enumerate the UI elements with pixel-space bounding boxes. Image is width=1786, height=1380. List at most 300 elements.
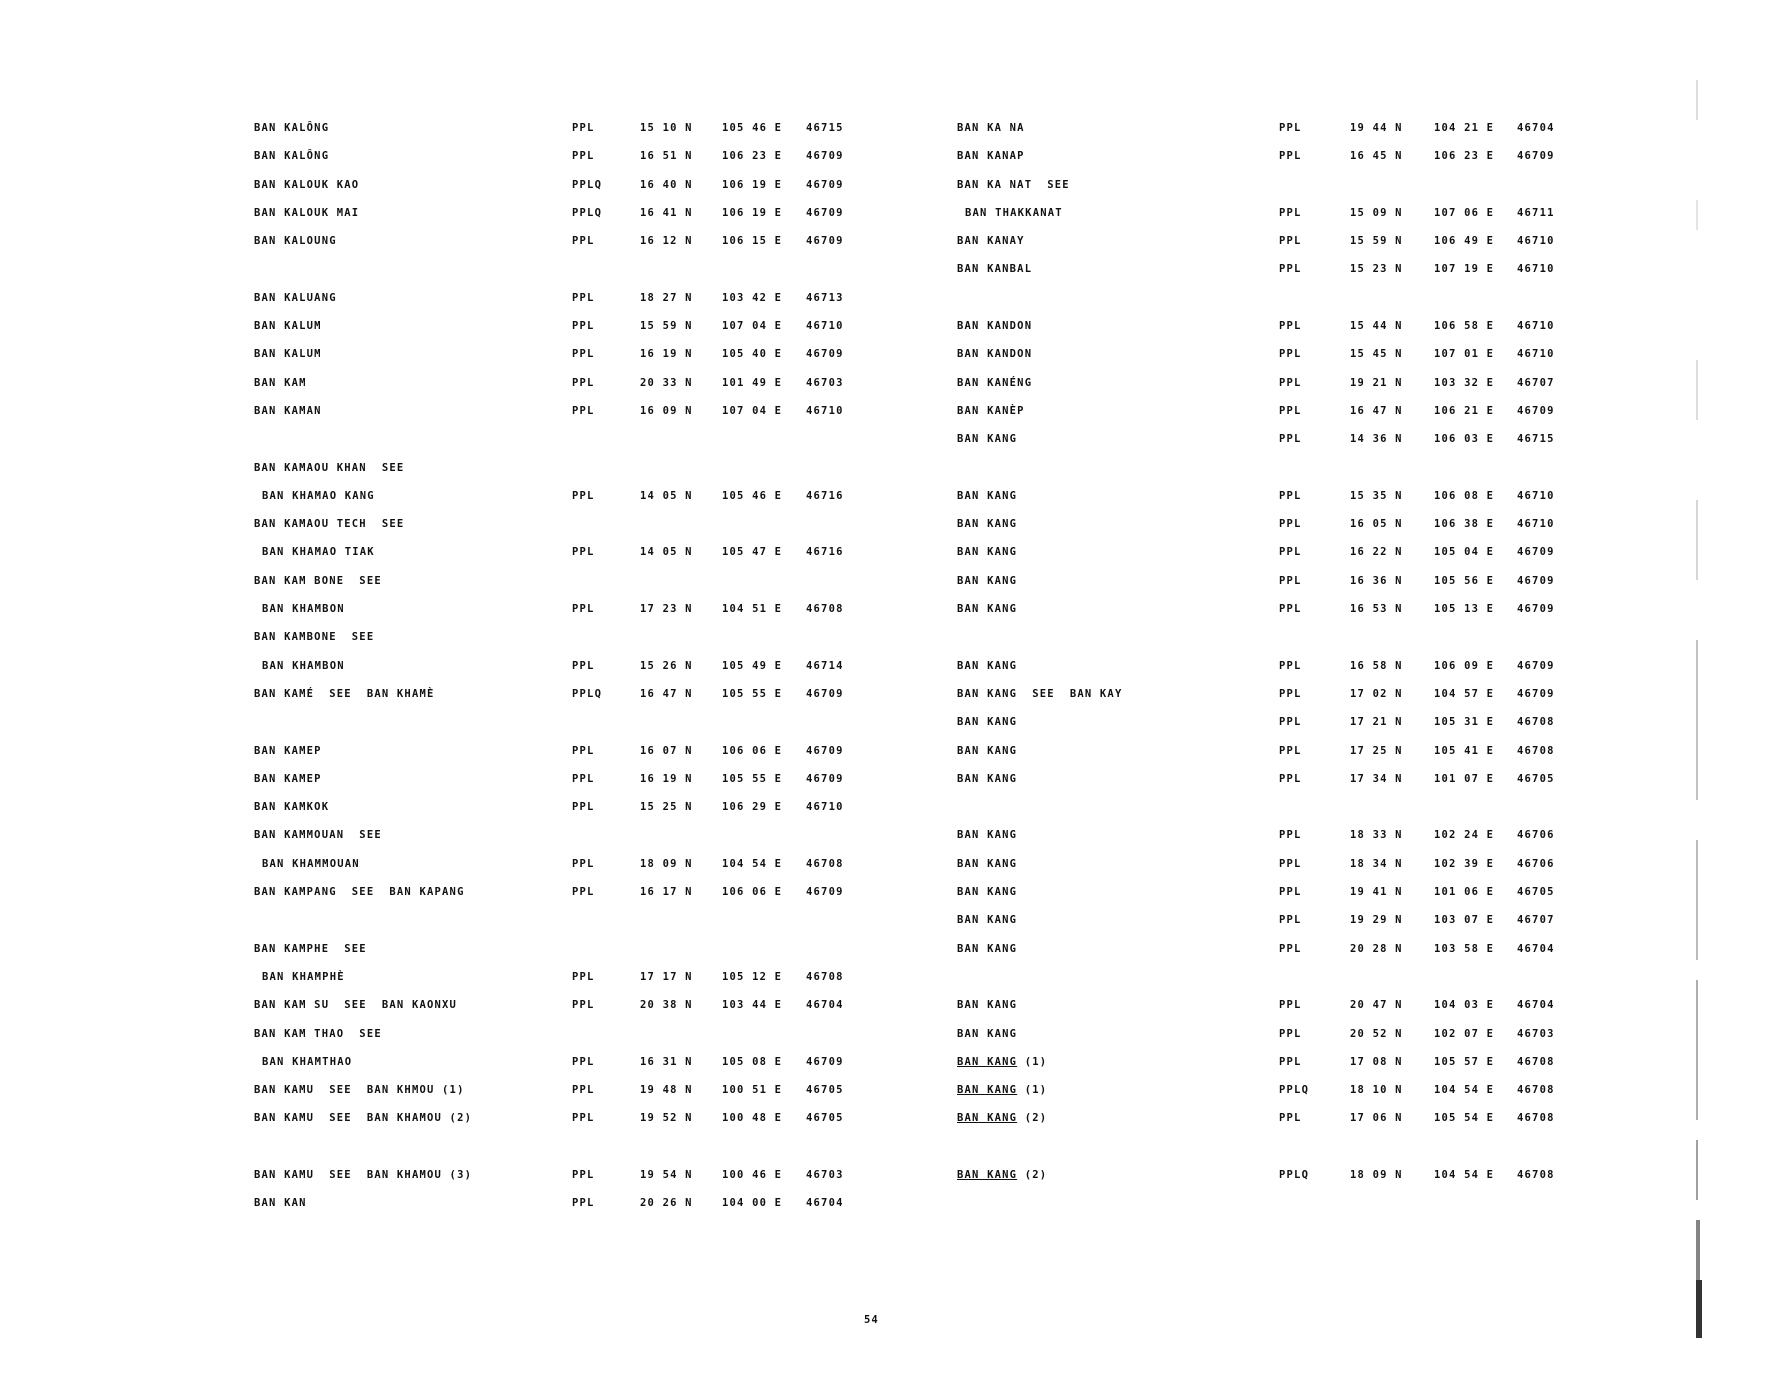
- entry-class: PPL: [1279, 829, 1302, 842]
- entry-name-text: BAN KANG: [957, 1027, 1018, 1040]
- entry-name: [254, 377, 307, 389]
- entry-name-text: BAN KAM THAO SEE: [254, 1027, 382, 1040]
- entry-latitude: 16 51 N: [640, 150, 693, 163]
- entry-longitude: 102 39 E: [1434, 857, 1495, 870]
- entry-latitude: 16 53 N: [1350, 603, 1403, 616]
- entry-latitude: 19 48 N: [640, 1084, 693, 1097]
- entry-map-code: 46703: [806, 1168, 844, 1181]
- entry-latitude: 16 58 N: [1350, 659, 1403, 672]
- entry-longitude: 105 55 E: [722, 772, 783, 785]
- entry-latitude: 20 52 N: [1350, 1027, 1403, 1040]
- entry-longitude: 106 06 E: [722, 744, 783, 757]
- entry-latitude: 19 41 N: [1350, 886, 1403, 899]
- entry-latitude: 18 34 N: [1350, 857, 1403, 870]
- entry-map-code: 46708: [806, 970, 844, 983]
- entry-name: [957, 1084, 1047, 1096]
- entry-map-code: 46708: [1517, 1112, 1555, 1125]
- entry-name: [957, 745, 1017, 757]
- entry-name: [254, 1112, 472, 1124]
- entry-class: PPL: [1279, 518, 1302, 531]
- entry-class: PPL: [1279, 687, 1302, 700]
- entry-name: [957, 603, 1017, 615]
- entry-name: [254, 462, 404, 474]
- entry-name: [254, 235, 337, 247]
- entry-map-code: 46713: [806, 291, 844, 304]
- entry-name: [957, 914, 1017, 926]
- entry-map-code: 46709: [1517, 659, 1555, 672]
- entry-name-text: BAN KANDON: [957, 320, 1033, 333]
- entry-name: [254, 829, 382, 841]
- entry-latitude: 16 47 N: [1350, 404, 1403, 417]
- entry-name: [957, 263, 1032, 275]
- entry-class: PPL: [1279, 857, 1302, 870]
- entry-class: PPL: [1279, 999, 1302, 1012]
- entry-map-code: 46709: [1517, 603, 1555, 616]
- entry-name-text: BAN KAN: [254, 1197, 307, 1210]
- entry-class: PPLQ: [1279, 1168, 1310, 1181]
- entry-map-code: 46709: [806, 150, 844, 163]
- entry-map-code: 46705: [1517, 886, 1555, 899]
- entry-longitude: 101 06 E: [1434, 886, 1495, 899]
- entry-class: PPL: [1279, 206, 1302, 219]
- entry-name-text: BAN KAM SU SEE BAN KAONXU: [254, 999, 458, 1012]
- entry-name: [254, 660, 345, 672]
- entry-class: PPLQ: [572, 206, 603, 219]
- entry-class: PPL: [1279, 1055, 1302, 1068]
- entry-latitude: 16 31 N: [640, 1055, 693, 1068]
- entry-longitude: 106 58 E: [1434, 320, 1495, 333]
- entry-longitude: 105 55 E: [722, 687, 783, 700]
- entry-latitude: 14 05 N: [640, 489, 693, 502]
- entry-class: PPL: [1279, 603, 1302, 616]
- entry-name-text: BAN KANDON: [957, 348, 1033, 361]
- entry-class: PPL: [1279, 744, 1302, 757]
- entry-map-code: 46708: [1517, 744, 1555, 757]
- entry-map-code: 46710: [1517, 263, 1555, 276]
- entry-name: [957, 433, 1017, 445]
- entry-name: [254, 405, 322, 417]
- entry-name: [957, 716, 1017, 728]
- entry-name-text: BAN KANBAL: [957, 263, 1033, 276]
- entry-name-text: BAN KAMMOUAN SEE: [254, 829, 382, 842]
- entry-name-text: BAN KANG: [957, 744, 1018, 757]
- entry-latitude: 16 09 N: [640, 404, 693, 417]
- entry-name-text: BAN KAMÉ SEE BAN KHAMÈ: [254, 687, 435, 700]
- entry-class: PPL: [1279, 772, 1302, 785]
- entry-name: [957, 773, 1017, 785]
- entry-name-text: BAN KALUM: [254, 320, 322, 333]
- entry-class: PPL: [1279, 122, 1302, 134]
- entry-latitude: 16 05 N: [1350, 518, 1403, 531]
- entry-name: [254, 1056, 352, 1068]
- entry-class: PPL: [1279, 1112, 1302, 1125]
- entry-longitude: 105 13 E: [1434, 603, 1495, 616]
- entry-longitude: 104 00 E: [722, 1197, 783, 1210]
- scan-edge-artifact: [1692, 80, 1704, 1338]
- entry-name-text: BAN KALUM: [254, 348, 322, 361]
- entry-class: PPL: [572, 744, 595, 757]
- entry-class: PPL: [1279, 433, 1302, 446]
- entry-name-text: BAN KANG: [957, 914, 1018, 927]
- entry-latitude: 16 45 N: [1350, 150, 1403, 163]
- entry-map-code: 46704: [1517, 942, 1555, 955]
- entry-map-code: 46709: [1517, 404, 1555, 417]
- entry-latitude: 18 09 N: [640, 857, 693, 870]
- entry-name-text: BAN KHAMBON: [262, 659, 345, 672]
- entry-latitude: 18 10 N: [1350, 1084, 1403, 1097]
- entry-longitude: 104 03 E: [1434, 999, 1495, 1012]
- entry-name-text: BAN KANÈP: [957, 404, 1025, 417]
- entry-name-text: BAN KHAMAO KANG: [262, 489, 375, 502]
- entry-name: [254, 1084, 465, 1096]
- entry-name-text: BAN KAMU SEE BAN KHAMOU (2): [254, 1112, 473, 1125]
- entry-name: [957, 575, 1017, 587]
- entry-class: PPL: [1279, 716, 1302, 729]
- entry-name: [254, 1169, 472, 1181]
- entry-map-code: 46709: [806, 886, 844, 899]
- entry-longitude: 103 32 E: [1434, 376, 1495, 389]
- entry-name: [254, 575, 382, 587]
- entry-name: [957, 1112, 1047, 1124]
- entry-name: [254, 348, 322, 360]
- entry-map-code: 46706: [1517, 829, 1555, 842]
- entry-name-text: BAN KANG: [957, 574, 1018, 587]
- entry-class: PPL: [1279, 886, 1302, 899]
- entry-class: PPL: [572, 489, 595, 502]
- entry-name: [254, 858, 360, 870]
- entry-name: [957, 320, 1032, 332]
- entry-name-text: BAN KANÉNG: [957, 376, 1033, 389]
- entry-longitude: 105 47 E: [722, 546, 783, 559]
- entry-map-code: 46710: [1517, 489, 1555, 502]
- entry-latitude: 17 23 N: [640, 603, 693, 616]
- entry-latitude: 16 40 N: [640, 178, 693, 191]
- entry-longitude: 101 07 E: [1434, 772, 1495, 785]
- entry-class: PPLQ: [572, 178, 603, 191]
- entry-map-code: 46707: [1517, 376, 1555, 389]
- entry-latitude: 16 36 N: [1350, 574, 1403, 587]
- entry-map-code: 46708: [1517, 716, 1555, 729]
- entry-class: PPL: [572, 546, 595, 559]
- entry-latitude: 16 12 N: [640, 235, 693, 248]
- entry-name: [957, 405, 1025, 417]
- entry-latitude: 15 59 N: [640, 320, 693, 333]
- entry-longitude: 106 06 E: [722, 886, 783, 899]
- entry-map-code: 46707: [1517, 914, 1555, 927]
- entry-name-suffix: (1): [1017, 1055, 1048, 1068]
- entry-longitude: 105 12 E: [722, 970, 783, 983]
- entry-class: PPL: [572, 235, 595, 248]
- entry-latitude: 17 17 N: [640, 970, 693, 983]
- entry-longitude: 103 58 E: [1434, 942, 1495, 955]
- entry-map-code: 46709: [806, 206, 844, 219]
- entry-latitude: 16 19 N: [640, 772, 693, 785]
- entry-class: PPL: [1279, 942, 1302, 955]
- entry-longitude: 105 41 E: [1434, 744, 1495, 757]
- entry-name-text: BAN KHAMTHAO: [262, 1055, 353, 1068]
- entry-map-code: 46709: [806, 348, 844, 361]
- entry-map-code: 46703: [1517, 1027, 1555, 1040]
- entry-map-code: 46706: [1517, 857, 1555, 870]
- entry-name: [957, 122, 1025, 134]
- entry-map-code: 46709: [1517, 687, 1555, 700]
- entry-latitude: 19 44 N: [1350, 122, 1403, 134]
- entry-name-text: BAN KANG: [957, 1084, 1018, 1097]
- entry-name-text: BAN KANG: [957, 1055, 1018, 1068]
- entry-latitude: 18 33 N: [1350, 829, 1403, 842]
- entry-class: PPL: [572, 970, 595, 983]
- entry-latitude: 20 26 N: [640, 1197, 693, 1210]
- entry-name-text: BAN KANG: [957, 546, 1018, 559]
- entry-name-text: BAN KALUANG: [254, 291, 337, 304]
- entry-class: PPL: [572, 291, 595, 304]
- entry-latitude: 15 25 N: [640, 801, 693, 814]
- entry-latitude: 17 34 N: [1350, 772, 1403, 785]
- entry-latitude: 15 45 N: [1350, 348, 1403, 361]
- entry-name-text: BAN KAMAOU TECH SEE: [254, 518, 405, 531]
- entry-longitude: 106 08 E: [1434, 489, 1495, 502]
- entry-name: [957, 1169, 1047, 1181]
- entry-class: PPL: [1279, 546, 1302, 559]
- entry-name: [254, 490, 375, 502]
- entry-name-text: BAN KAMU SEE BAN KHAMOU (3): [254, 1168, 473, 1181]
- entry-name-text: BAN THAKKANAT: [965, 206, 1063, 219]
- entry-name: [254, 801, 329, 813]
- entry-longitude: 104 57 E: [1434, 687, 1495, 700]
- entry-name-text: BAN KAMBONE SEE: [254, 631, 375, 644]
- entry-name-text: BAN KHAMMOUAN: [262, 857, 360, 870]
- entry-class: PPL: [1279, 659, 1302, 672]
- entry-longitude: 100 48 E: [722, 1112, 783, 1125]
- entry-name: [957, 1028, 1017, 1040]
- entry-name: [254, 999, 457, 1011]
- entry-name-text: BAN KANG: [957, 518, 1018, 531]
- entry-longitude: 106 29 E: [722, 801, 783, 814]
- entry-name: [254, 886, 465, 898]
- entry-latitude: 16 47 N: [640, 687, 693, 700]
- entry-map-code: 46708: [1517, 1084, 1555, 1097]
- entry-longitude: 106 19 E: [722, 178, 783, 191]
- entry-class: PPL: [572, 772, 595, 785]
- entry-name-text: BAN KA NAT SEE: [957, 178, 1070, 191]
- entry-longitude: 103 42 E: [722, 291, 783, 304]
- entry-name-text: BAN KANG: [957, 857, 1018, 870]
- entry-class: PPLQ: [572, 687, 603, 700]
- entry-map-code: 46710: [1517, 235, 1555, 248]
- entry-longitude: 104 54 E: [722, 857, 783, 870]
- entry-name-text: BAN KANG: [957, 772, 1018, 785]
- entry-map-code: 46708: [806, 857, 844, 870]
- entry-latitude: 20 28 N: [1350, 942, 1403, 955]
- entry-name-text: BAN KHAMPHÈ: [262, 970, 345, 983]
- entry-class: PPL: [1279, 150, 1302, 163]
- entry-name: [957, 179, 1070, 191]
- entry-name: [254, 179, 359, 191]
- entry-latitude: 15 35 N: [1350, 489, 1403, 502]
- entry-latitude: 15 44 N: [1350, 320, 1403, 333]
- entry-longitude: 107 01 E: [1434, 348, 1495, 361]
- entry-class: PPL: [572, 150, 595, 163]
- entry-name: [254, 150, 329, 162]
- entry-class: PPL: [1279, 235, 1302, 248]
- entry-name-text: BAN KHAMAO TIAK: [262, 546, 375, 559]
- entry-name-text: BAN KALOUK MAI: [254, 206, 360, 219]
- entry-longitude: 107 19 E: [1434, 263, 1495, 276]
- entry-map-code: 46709: [806, 1055, 844, 1068]
- entry-name-text: BAN KANAP: [957, 150, 1025, 163]
- entry-name: [957, 235, 1025, 247]
- entry-class: PPL: [572, 404, 595, 417]
- entry-latitude: 18 09 N: [1350, 1168, 1403, 1181]
- entry-class: PPL: [572, 603, 595, 616]
- entry-latitude: 15 26 N: [640, 659, 693, 672]
- entry-map-code: 46710: [806, 801, 844, 814]
- entry-class: PPL: [572, 348, 595, 361]
- entry-name-text: BAN KAMU SEE BAN KHMOU (1): [254, 1084, 465, 1097]
- entry-map-code: 46711: [1517, 206, 1555, 219]
- entry-latitude: 18 27 N: [640, 291, 693, 304]
- entry-name: [957, 886, 1017, 898]
- entry-name-suffix: (2): [1017, 1112, 1048, 1125]
- entry-latitude: 19 54 N: [640, 1168, 693, 1181]
- entry-map-code: 46714: [806, 659, 844, 672]
- entry-name: [957, 660, 1017, 672]
- entry-latitude: 19 52 N: [640, 1112, 693, 1125]
- entry-name-text: BAN KAMKOK: [254, 801, 330, 814]
- entry-name-text: BAN KANG: [957, 659, 1018, 672]
- entry-longitude: 102 24 E: [1434, 829, 1495, 842]
- entry-latitude: 19 29 N: [1350, 914, 1403, 927]
- entry-name-suffix: (2): [1017, 1168, 1048, 1181]
- entry-latitude: 19 21 N: [1350, 376, 1403, 389]
- entry-map-code: 46704: [1517, 122, 1555, 134]
- entry-map-code: 46704: [806, 999, 844, 1012]
- entry-name: [957, 207, 1063, 219]
- entry-class: PPL: [572, 320, 595, 333]
- entry-map-code: 46716: [806, 489, 844, 502]
- entry-name: [957, 688, 1122, 700]
- entry-map-code: 46710: [1517, 518, 1555, 531]
- entry-longitude: 105 46 E: [722, 122, 783, 134]
- entry-name-text: BAN KAMEP: [254, 744, 322, 757]
- entry-name: [957, 1056, 1047, 1068]
- entry-name-text: BAN KANAY: [957, 235, 1025, 248]
- entry-class: PPL: [1279, 320, 1302, 333]
- entry-class: PPL: [1279, 574, 1302, 587]
- entry-longitude: 105 08 E: [722, 1055, 783, 1068]
- entry-class: PPL: [572, 1168, 595, 1181]
- entry-longitude: 107 04 E: [722, 320, 783, 333]
- entry-name: [254, 745, 322, 757]
- entry-name-text: BAN KANG: [957, 1112, 1018, 1125]
- entry-name: [957, 999, 1017, 1011]
- entry-name: [254, 292, 337, 304]
- entry-longitude: 104 21 E: [1434, 122, 1495, 134]
- entry-class: PPL: [572, 999, 595, 1012]
- entry-latitude: 17 02 N: [1350, 687, 1403, 700]
- entry-name-text: BAN KANG: [957, 489, 1018, 502]
- entry-longitude: 100 46 E: [722, 1168, 783, 1181]
- entry-name: [254, 688, 435, 700]
- entry-name: [957, 546, 1017, 558]
- entry-longitude: 107 06 E: [1434, 206, 1495, 219]
- entry-longitude: 105 56 E: [1434, 574, 1495, 587]
- entry-name: [957, 348, 1032, 360]
- entry-longitude: 106 15 E: [722, 235, 783, 248]
- entry-name-text: BAN KALÔNG: [254, 122, 330, 134]
- entry-longitude: 102 07 E: [1434, 1027, 1495, 1040]
- entry-map-code: 46704: [1517, 999, 1555, 1012]
- entry-name-text: BAN KALOUK KAO: [254, 178, 360, 191]
- entry-map-code: 46710: [1517, 320, 1555, 333]
- entry-name: [254, 518, 404, 530]
- entry-name: [254, 1028, 382, 1040]
- entry-map-code: 46704: [806, 1197, 844, 1210]
- entry-longitude: 107 04 E: [722, 404, 783, 417]
- entry-map-code: 46709: [806, 687, 844, 700]
- entry-class: PPL: [1279, 1027, 1302, 1040]
- entry-latitude: 16 41 N: [640, 206, 693, 219]
- entry-name-text: BAN KANG: [957, 716, 1018, 729]
- entry-map-code: 46716: [806, 546, 844, 559]
- entry-latitude: 16 19 N: [640, 348, 693, 361]
- entry-name: [254, 122, 329, 134]
- entry-name: [254, 320, 322, 332]
- entry-name-text: BAN KAM: [254, 376, 307, 389]
- entry-class: PPL: [1279, 376, 1302, 389]
- entry-longitude: 105 57 E: [1434, 1055, 1495, 1068]
- entry-name-text: BAN KANG: [957, 603, 1018, 616]
- entry-longitude: 106 49 E: [1434, 235, 1495, 248]
- entry-name: [254, 546, 375, 558]
- entry-class: PPL: [1279, 263, 1302, 276]
- entry-name-text: BAN KA NA: [957, 122, 1025, 134]
- entry-name-text: BAN KANG: [957, 433, 1018, 446]
- entry-longitude: 105 49 E: [722, 659, 783, 672]
- entry-class: PPL: [572, 1055, 595, 1068]
- entry-name-text: BAN KALÔNG: [254, 150, 330, 163]
- entry-name: [254, 603, 345, 615]
- entry-latitude: 15 23 N: [1350, 263, 1403, 276]
- entry-map-code: 46708: [806, 603, 844, 616]
- entry-map-code: 46709: [1517, 574, 1555, 587]
- entry-map-code: 46709: [806, 772, 844, 785]
- entry-name-text: BAN KANG: [957, 999, 1018, 1012]
- page-number: 54: [864, 1314, 879, 1326]
- entry-map-code: 46709: [1517, 546, 1555, 559]
- entry-map-code: 46709: [806, 744, 844, 757]
- entry-longitude: 106 03 E: [1434, 433, 1495, 446]
- entry-latitude: 14 05 N: [640, 546, 693, 559]
- entry-map-code: 46705: [1517, 772, 1555, 785]
- entry-longitude: 106 23 E: [1434, 150, 1495, 163]
- entry-map-code: 46709: [806, 235, 844, 248]
- entry-name-text: BAN KALOUNG: [254, 235, 337, 248]
- entry-longitude: 105 54 E: [1434, 1112, 1495, 1125]
- entry-name-text: BAN KAM BONE SEE: [254, 574, 382, 587]
- entry-name: [254, 943, 367, 955]
- entry-longitude: 106 21 E: [1434, 404, 1495, 417]
- entry-latitude: 17 08 N: [1350, 1055, 1403, 1068]
- entry-class: PPL: [572, 857, 595, 870]
- entry-longitude: 106 38 E: [1434, 518, 1495, 531]
- entry-latitude: 14 36 N: [1350, 433, 1403, 446]
- entry-class: PPL: [572, 1084, 595, 1097]
- entry-longitude: 105 31 E: [1434, 716, 1495, 729]
- entry-class: PPL: [572, 376, 595, 389]
- entry-longitude: 104 51 E: [722, 603, 783, 616]
- entry-name: [957, 490, 1017, 502]
